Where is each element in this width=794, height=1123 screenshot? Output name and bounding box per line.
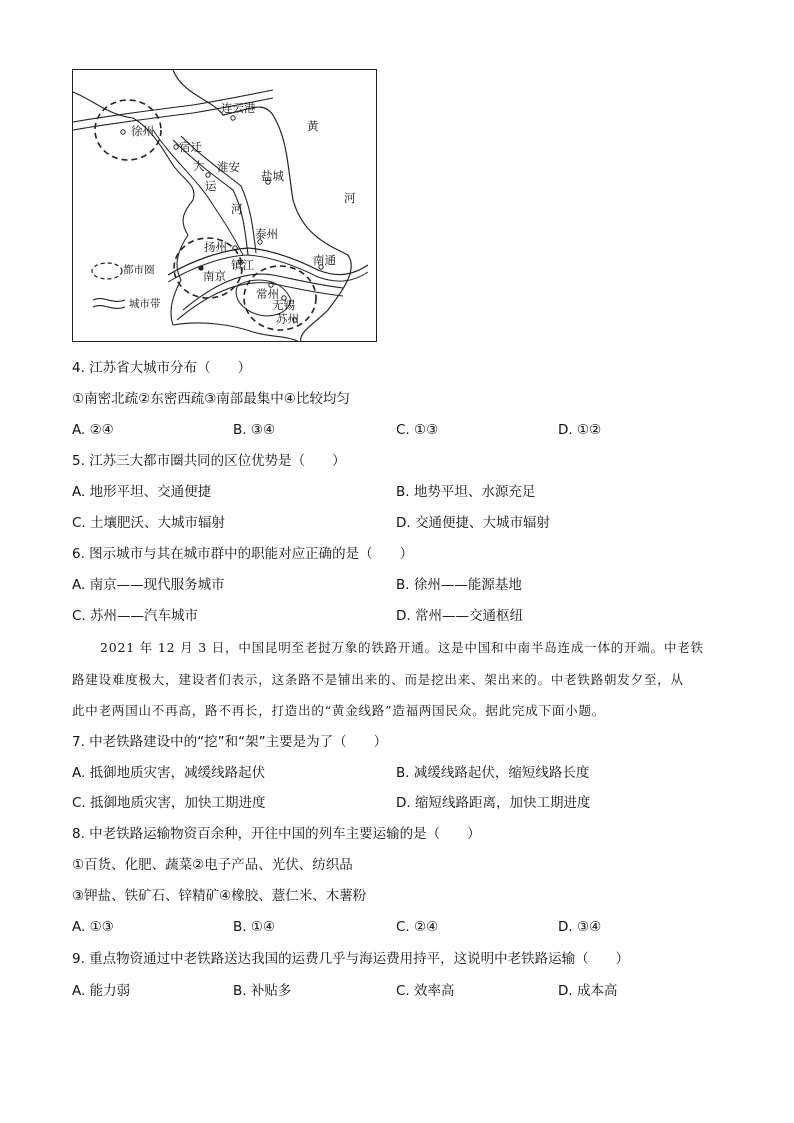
map-label-nanjing: 南京: [203, 269, 226, 283]
map-label-da: 大: [193, 159, 205, 173]
jiangsu-map: [72, 69, 377, 342]
q7-stem: 7. 中老铁路建设中的“挖”和“架”主要是为了（ ）: [72, 734, 388, 750]
map-label-yun: 运: [205, 179, 217, 193]
yangtze-river-2: [168, 255, 368, 282]
q4-statements: ①南密北疏②东密西疏③南部最集中④比较均匀: [72, 391, 350, 407]
map-label-xuzhou: 徐州: [131, 124, 154, 138]
q8-option-a[interactable]: A. ①③: [72, 919, 114, 935]
q4-option-c[interactable]: C. ①③: [396, 422, 439, 438]
q7-option-a[interactable]: A. 抵御地质灾害，减缓线路起伏: [72, 765, 266, 781]
q8-statements-1: ①百货、化肥、蔬菜②电子产品、光伏、纺织品: [72, 857, 353, 873]
passage-line-2: 路建设难度极大，建设者们表示，这条路不是铺出来的、而是挖出来、架出来的。中老铁路朝发夕至，从: [72, 672, 684, 687]
map-label-changzhou: 常州: [256, 287, 279, 301]
q5-option-c[interactable]: C. 土壤肥沃、大城市辐射: [72, 515, 226, 531]
map-label-wuxi: 无锡: [272, 298, 295, 312]
yangtze-river: [168, 248, 368, 275]
passage-line-1: 2021 年 12 月 3 日，中国昆明至老挝万象的铁路开通。这是中国和中南半岛连成一体的开端。中老铁: [100, 640, 704, 655]
q9-option-d[interactable]: D. 成本高: [558, 983, 618, 999]
xuzhou-dot: [121, 130, 125, 134]
q8-option-c[interactable]: C. ②④: [396, 919, 439, 935]
q8-statements-2: ③钾盐、铁矿石、锌精矿④橡胶、薏仁米、木薯粉: [72, 888, 367, 904]
q7-option-d[interactable]: D. 缩短线路距离，加快工期进度: [396, 795, 591, 811]
map-label-huaian: 淮安: [217, 160, 240, 174]
q7-option-c[interactable]: C. 抵御地质灾害，加快工期进度: [72, 795, 266, 811]
q7-option-b[interactable]: B. 减缓线路起伏，缩短线路长度: [396, 765, 590, 781]
q9-option-c[interactable]: C. 效率高: [396, 983, 455, 999]
map-label-yangzhou: 扬州: [204, 240, 227, 254]
q6-stem: 6. 图示城市与其在城市群中的职能对应正确的是（ ）: [72, 546, 414, 562]
q9-option-a[interactable]: A. 能力弱: [72, 983, 131, 999]
map-label-he: 河: [344, 191, 356, 205]
q6-option-b[interactable]: B. 徐州——能源基地: [396, 577, 522, 593]
q9-option-b[interactable]: B. 补贴多: [233, 983, 292, 999]
map-label-nantong: 南通: [313, 253, 336, 267]
q4-option-b[interactable]: B. ③④: [233, 422, 276, 438]
legend-metro-symbol: [92, 263, 122, 279]
q4-option-d[interactable]: D. ①②: [558, 422, 602, 438]
q4-stem: 4. 江苏省大城市分布（ ）: [72, 360, 252, 376]
map-label-he2: 河: [231, 202, 243, 216]
coastline: [173, 70, 351, 342]
legend-belt-symbol: [93, 299, 125, 309]
passage-line-3: 此中老两国山不再高，路不再长，打造出的“黄金线路”造福两国民众。据此完成下面小题。: [72, 703, 606, 718]
q5-stem: 5. 江苏三大都市圈共同的区位优势是（ ）: [72, 453, 346, 469]
q6-option-a[interactable]: A. 南京——现代服务城市: [72, 577, 225, 593]
map-label-yancheng: 盐城: [261, 169, 284, 183]
q8-option-b[interactable]: B. ①④: [233, 919, 276, 935]
q6-option-d[interactable]: D. 常州——交通枢纽: [396, 608, 523, 624]
legend-belt-label: 城市带: [129, 298, 161, 310]
q8-option-d[interactable]: D. ③④: [558, 919, 602, 935]
map-label-zhenjiang: 镇江: [231, 258, 254, 272]
map-label-huang: 黄: [307, 119, 319, 133]
map-label-lianyungang: 连云港: [221, 101, 256, 115]
legend-metro-label: 都市圈: [123, 264, 155, 276]
q6-option-c[interactable]: C. 苏州——汽车城市: [72, 608, 199, 624]
lianyungang-dot: [231, 116, 235, 120]
q5-option-d[interactable]: D. 交通便捷、大城市辐射: [396, 515, 550, 531]
suqian-dot: [174, 145, 178, 149]
q5-option-b[interactable]: B. 地势平坦、水源充足: [396, 484, 536, 500]
q8-stem: 8. 中老铁路运输物资百余种，开往中国的列车主要运输的是（ ）: [72, 826, 481, 842]
huaian-dot: [206, 173, 210, 177]
map-label-suzhou: 苏州: [276, 312, 299, 326]
map-label-suqian: 宿迁: [179, 140, 202, 154]
map-label-taizhou: 泰州: [255, 227, 278, 241]
q4-option-a[interactable]: A. ②④: [72, 422, 114, 438]
q9-stem: 9. 重点物资通过中老铁路送达我国的运费几乎与海运费用持平，这说明中老铁路运输（ ）: [72, 951, 630, 967]
q5-option-a[interactable]: A. 地形平坦、交通便捷: [72, 484, 212, 500]
